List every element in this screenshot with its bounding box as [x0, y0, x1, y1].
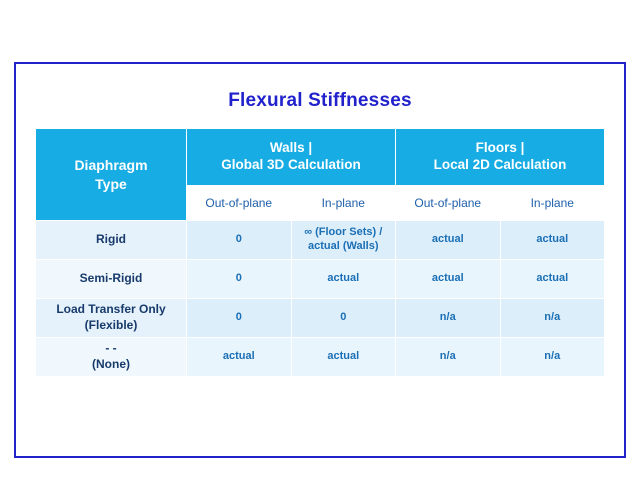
cell-semi-rigid-floors-out-of-plane	[396, 260, 501, 299]
subheader-walls-out-of-plane: Out-of-plane	[187, 186, 292, 221]
cell-line1: n/a	[544, 350, 561, 363]
table-row	[36, 260, 605, 299]
flexural-stiffness-table	[35, 128, 605, 377]
table-header-group-row	[36, 129, 605, 186]
cell-line1: 0	[235, 272, 242, 285]
row-label-line1: Rigid	[96, 232, 126, 247]
subheader-floors-in-plane: In-plane	[500, 186, 605, 221]
cell-load-transfer-walls-in-plane	[291, 299, 396, 338]
corner-header-line2: Type	[95, 175, 127, 192]
cell-load-transfer-floors-in-plane	[500, 299, 605, 338]
subheader-floors-out-of-plane: Out-of-plane	[396, 186, 501, 221]
subheader-walls-in-plane: In-plane	[291, 186, 396, 221]
cell-line1: actual	[536, 233, 569, 246]
cell-none-floors-in-plane	[500, 338, 605, 377]
cell-rigid-floors-out-of-plane	[396, 221, 501, 260]
table-row	[36, 338, 605, 377]
row-label-semi-rigid	[36, 260, 187, 299]
cell-rigid-floors-in-plane	[500, 221, 605, 260]
cell-line1: actual	[431, 272, 464, 285]
cell-line1: ∞ (Floor Sets) /	[304, 226, 383, 239]
cell-line1: actual	[327, 272, 360, 285]
cell-semi-rigid-walls-in-plane	[291, 260, 396, 299]
cell-line1: 0	[235, 311, 242, 324]
table-row	[36, 299, 605, 338]
group-header-walls	[187, 129, 396, 186]
row-label-rigid	[36, 221, 187, 260]
cell-none-walls-in-plane	[291, 338, 396, 377]
row-label-line1: - -	[105, 341, 117, 356]
row-label-line1: Load Transfer Only	[56, 302, 166, 317]
row-label-load-transfer-only	[36, 299, 187, 338]
cell-semi-rigid-floors-in-plane	[500, 260, 605, 299]
cell-load-transfer-floors-out-of-plane	[396, 299, 501, 338]
cell-line1: n/a	[439, 350, 456, 363]
cell-semi-rigid-walls-out-of-plane	[187, 260, 292, 299]
row-label-line1: Semi-Rigid	[79, 271, 143, 286]
group-header-floors-line2: Local 2D Calculation	[433, 157, 567, 172]
group-header-floors	[396, 129, 605, 186]
cell-line1: n/a	[439, 311, 456, 324]
table-row	[36, 221, 605, 260]
cell-load-transfer-walls-out-of-plane	[187, 299, 292, 338]
group-header-walls-line1: Walls |	[269, 140, 313, 156]
content-frame	[14, 62, 626, 458]
cell-none-walls-out-of-plane	[187, 338, 292, 377]
row-label-line2: (Flexible)	[84, 318, 138, 332]
group-header-walls-line2: Global 3D Calculation	[221, 157, 361, 172]
cell-none-floors-out-of-plane	[396, 338, 501, 377]
cell-line1: actual	[536, 272, 569, 285]
cell-line1: n/a	[544, 311, 561, 324]
row-label-line2: (None)	[92, 357, 130, 371]
group-header-floors-line1: Floors |	[475, 140, 525, 156]
cell-rigid-walls-in-plane	[291, 221, 396, 260]
cell-rigid-walls-out-of-plane	[187, 221, 292, 260]
corner-header-diaphragm-type	[36, 129, 187, 221]
cell-line2: actual (Walls)	[308, 240, 379, 252]
cell-line1: actual	[222, 350, 255, 363]
row-label-none	[36, 338, 187, 377]
cell-line1: actual	[431, 233, 464, 246]
corner-header-line1: Diaphragm	[74, 157, 148, 174]
page-title: Flexural Stiffnesses	[228, 90, 412, 111]
cell-line1: 0	[235, 233, 242, 246]
cell-line1: actual	[327, 350, 360, 363]
cell-line1: 0	[340, 311, 347, 324]
